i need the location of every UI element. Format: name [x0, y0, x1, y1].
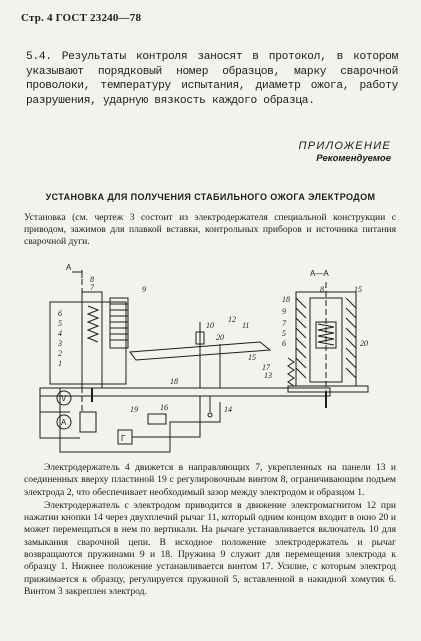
- description-body: [24, 462, 396, 598]
- label-Ammeter: A: [61, 418, 67, 427]
- label-14: 14: [224, 405, 232, 414]
- description-paragraph-1: Электродержатель 4 движется в направляющих 7, укрепленных на панели 13 и соединенных вверху пластиной 19 с регулировочным винтом 8, ограничивающим подъем электрода 2, что обеспечивает необходимый зазор между электродом и образцом 1.: [24, 462, 396, 498]
- label-2: 2: [58, 349, 62, 358]
- label-11: 11: [242, 321, 250, 330]
- sec-label-18: 18: [282, 295, 290, 304]
- label-6: 6: [58, 309, 62, 318]
- section-base: [288, 386, 368, 392]
- sec-label-5: 5: [282, 329, 286, 338]
- hatch-left: [296, 298, 306, 378]
- label-10: 10: [206, 321, 214, 330]
- sec-label-8: 8: [320, 285, 324, 294]
- spring-5: [88, 306, 98, 342]
- label-15: 15: [248, 353, 256, 362]
- coil-windings: [110, 304, 128, 340]
- description-paragraph-2: Электродержатель с электродом приводится в движение электромагнитом 12 при нажатии кнопки 14 через двухплечий рычаг 11, который одним концом входит в окно 20 и может перемещаться в нем по вертикали. На рычаге устанавливается включатель 10 для замыкания сварочной цепи. В исходное положение электродержатель и рычаг возвращаются пружинами 9 и 18. Пружина 9 служит для перемещения электрода к образцу 1. Нижнее положение устанавливается винтом 17. Усилие, с которым электрод прижимается к образцу, регулируется пружиной 5, вставленной в накидной хомутик 6. Винтом 3 закреплен электрод.: [24, 499, 396, 597]
- label-8: 8: [90, 275, 94, 284]
- sec-label-6: 6: [282, 339, 286, 348]
- resistor: [148, 414, 166, 424]
- label-4: 4: [58, 329, 62, 338]
- sec-label-7: 7: [282, 319, 286, 328]
- label-19: 19: [130, 405, 138, 414]
- label-V: V: [61, 394, 67, 403]
- appendix-status: Рекомендуемое: [316, 153, 391, 164]
- label-7: 7: [90, 283, 94, 292]
- label-18: 18: [170, 377, 178, 386]
- label-16: 16: [160, 403, 168, 412]
- label-17: 17: [262, 363, 270, 372]
- page-header: Стр. 4 ГОСТ 23240—78: [21, 12, 142, 24]
- label-1: 1: [58, 359, 62, 368]
- fuse-16: [80, 412, 96, 432]
- hatch-right: [346, 298, 356, 378]
- label-20: 20: [216, 333, 224, 342]
- button-14: [208, 413, 212, 417]
- label-13: 13: [264, 371, 272, 380]
- label-12: 12: [228, 315, 236, 324]
- section-title: А—А: [310, 269, 329, 278]
- appendix-label: ПРИЛОЖЕНИЕ: [298, 140, 391, 152]
- technical-drawing: [20, 262, 400, 462]
- sec-label-9: 9: [282, 307, 286, 316]
- label-G: Г: [121, 434, 126, 443]
- document-title: УСТАНОВКА ДЛЯ ПОЛУЧЕНИЯ СТАБИЛЬНОГО ОЖОГА ЭЛЕКТРОДОМ: [45, 192, 376, 202]
- section-arrow-top: [72, 272, 82, 278]
- label-5: 5: [58, 319, 62, 328]
- label-9: 9: [142, 285, 146, 294]
- intro-paragraph: Установка (см. чертеж 3 состоит из электродержателя специальной конструкции с приводом, зажимов для плавкой вставки, контрольных приборов и источника питания сварочной дуги.: [24, 212, 396, 247]
- section-5-4-paragraph: 5.4. Результаты контроля заносят в протокол, в котором указывают порядковый номер образцов, марку сварочной проволоки, температуру испытания, диаметр ожога, работу разрушения, ударную вязкость каждого образца.: [26, 51, 398, 107]
- sec-label-20: 20: [360, 339, 368, 348]
- wiring-bottom: [60, 388, 220, 452]
- appendix-heading: [299, 140, 391, 164]
- sec-label-15: 15: [354, 285, 362, 294]
- label-A: А: [66, 263, 72, 272]
- base-plate: [40, 388, 330, 396]
- spring-18: [288, 358, 294, 386]
- label-3: 3: [58, 339, 62, 348]
